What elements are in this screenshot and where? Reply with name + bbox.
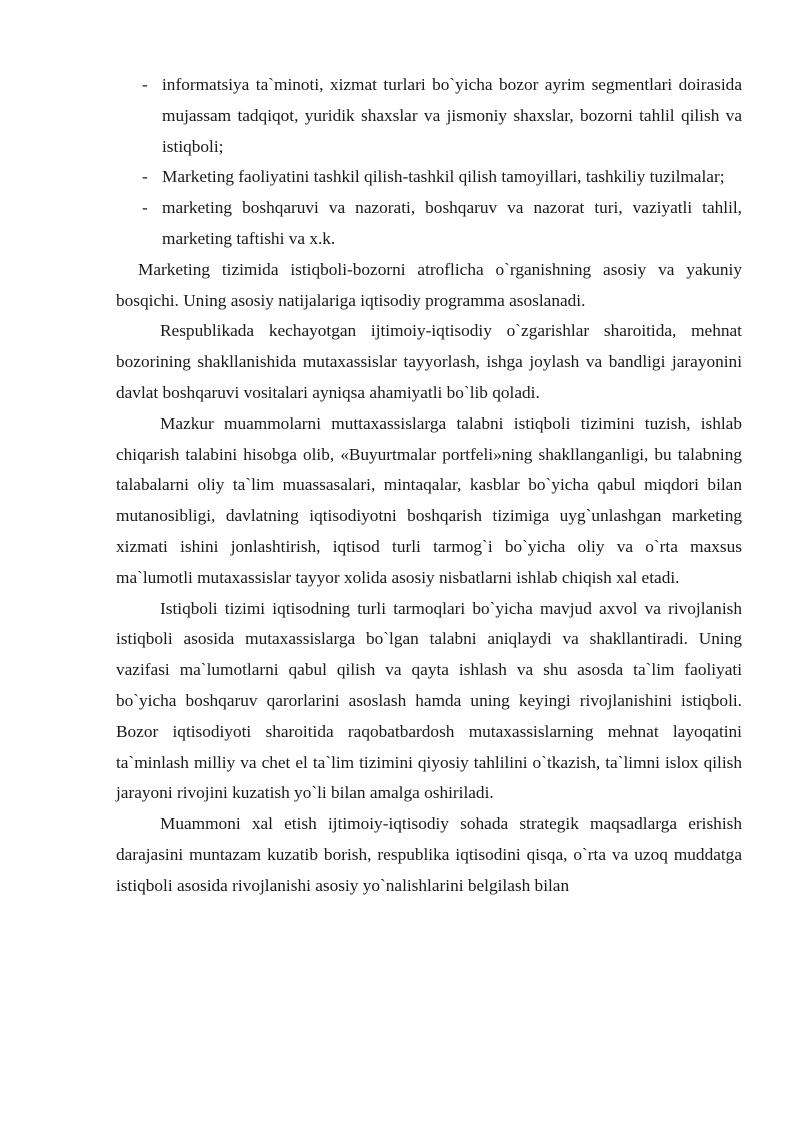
paragraph: Muammoni xal etish ijtimoiy-iqtisodiy sohada strategik maqsadlarga erishish darajasini muntazam kuzatib borish, respublika iqtisodini qisqa, o`rta va uzoq muddatga istiqboli asosida rivojlanishi asosiy yo`nalishlarini belgilash bilan bbox=[116, 814, 742, 895]
bullet-dash: - bbox=[142, 167, 148, 187]
list-item bbox=[116, 70, 742, 162]
bullet-dash: - bbox=[142, 75, 148, 94]
list-item-text: informatsiya ta`minoti, xizmat turlari bo`yicha bozor ayrim segmentlari doirasida mujassam tadqiqot, yuridik shaxslar va jismoniy shaxslar, bozorni tahlil qilish va istiqboli; bbox=[162, 75, 742, 156]
paragraph: Mazkur muammolarni muttaxassislarga talabni istiqboli tizimini tuzish, ishlab chiqarish talabini hisobga olib, «Buyurtmalar portfeli»ning shakllanganligi, bu talabning talabalarni oliy ta`lim muassasalari, mintaqalar, kasblar bo`yicha qabul miqdori bilan mutanosibligi, davlatning iqtisodiyotni boshqarish tizimiga uyg`unlashgan marketing xizmati ishini jonlashtirish, iqtisod turli tarmog`i bo`yicha oliy va o`rta maxsus ma`lumotli mutaxassislar tayyor xolida asosiy nisbatlarni ishlab chiqish xal etadi. bbox=[116, 413, 742, 587]
document-page bbox=[116, 70, 742, 902]
paragraph: Marketing tizimida istiqboli-bozorni atroflicha o`rganishning asosiy va yakuniy bosqichi. Uning asosiy natijalariga iqtisodiy programma asoslanadi. bbox=[116, 259, 742, 310]
list-item bbox=[116, 162, 742, 193]
list-item bbox=[116, 193, 742, 255]
list-item-text: marketing boshqaruvi va nazorati, boshqaruv va nazorat turi, vaziyatli tahlil, marketing taftishi va x.k. bbox=[162, 198, 742, 248]
list-item-text: Marketing faoliyatini tashkil qilish-tashkil qilish tamoyillari, tashkiliy tuzilmalar; bbox=[162, 167, 725, 187]
paragraph: Respublikada kechayotgan ijtimoiy-iqtisodiy o`zgarishlar sharoitida, mehnat bozorining shakllanishida mutaxassislar tayyorlash, ishga joylash va bandligi jarayonini davlat boshqaruvi vositalari ayniqsa ahamiyatli bo`lib qoladi. bbox=[116, 321, 742, 402]
bullet-dash: - bbox=[142, 198, 148, 218]
paragraph: Istiqboli tizimi iqtisodning turli tarmoqlari bo`yicha mavjud axvol va rivojlanish istiqboli asosida mutaxassislarga bo`lgan talabni aniqlaydi va shakllantiradi. Uning vazifasi ma`lumotlarni qabul qilish va qayta ishlash va shu asosda ta`lim faoliyati bo`yicha boshqaruv qarorlarini asoslash hamda uning keyingi rivojlanishini istiqboli. Bozor iqtisodiyoti sharoitida raqobatbardosh mutaxassislarning mehnat layoqatini ta`minlash milliy va chet el ta`lim tizimini qiyosiy tahlilini o`tkazish, ta`limni islox qilish jarayoni rivojini kuzatish yo`li bilan amalga oshiriladi. bbox=[116, 598, 742, 803]
